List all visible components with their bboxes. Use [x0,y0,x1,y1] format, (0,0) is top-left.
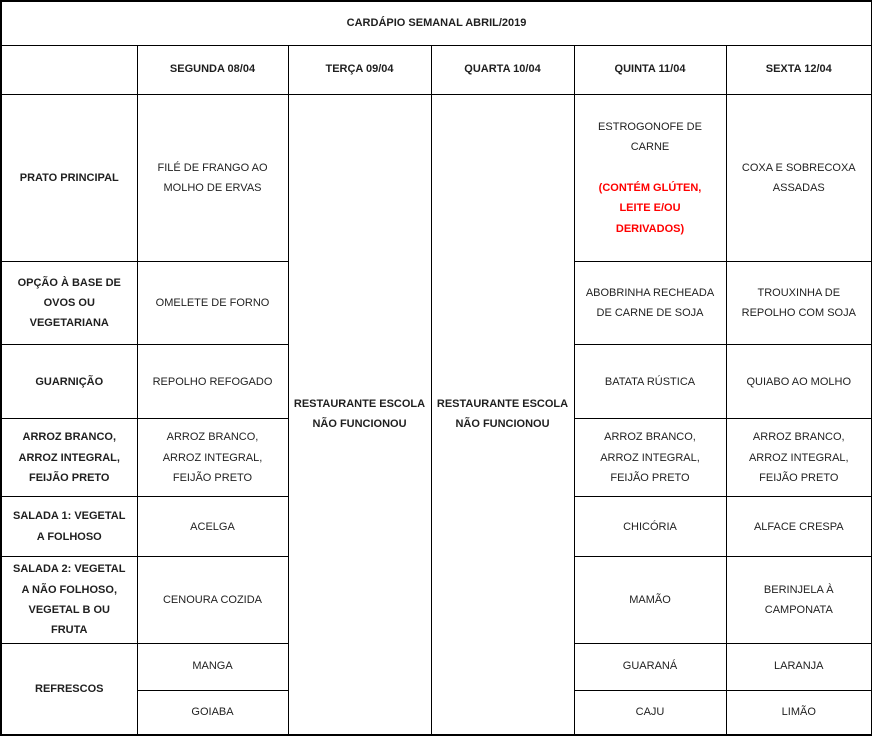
cell-segunda-opcao: OMELETE DE FORNO [137,262,288,345]
cell-sexta-guarnicao: QUIABO AO MOLHO [726,345,872,419]
title-row [1,1,872,45]
header-day-terca: TERÇA 09/04 [288,45,431,94]
closed-notice-terca: RESTAURANTE ESCOLA NÃO FUNCIONOU [288,94,431,735]
cell-segunda-salada1: ACELGA [137,497,288,557]
row-label-refrescos: REFRESCOS [1,643,137,735]
header-empty-cell [1,45,137,94]
row-label-prato-principal: PRATO PRINCIPAL [1,94,137,262]
header-day-sexta: SEXTA 12/04 [726,45,872,94]
row-label-arroz-feijao: ARROZ BRANCO, ARROZ INTEGRAL, FEIJÃO PRETO [1,419,137,497]
header-day-quinta: QUINTA 11/04 [574,45,726,94]
cell-quinta-salada1: CHICÓRIA [574,497,726,557]
cell-sexta-refresco-2: LIMÃO [726,690,872,735]
cell-segunda-refresco-2: GOIABA [137,690,288,735]
cell-quinta-salada2: MAMÃO [574,557,726,643]
header-row [1,45,872,94]
cell-sexta-salada2: BERINJELA À CAMPONATA [726,557,872,643]
cell-quinta-refresco-1: GUARANÁ [574,643,726,690]
cell-quinta-guarnicao: BATATA RÚSTICA [574,345,726,419]
cell-sexta-prato-principal: COXA E SOBRECOXA ASSADAS [726,94,872,262]
cell-sexta-salada1: ALFACE CRESPA [726,497,872,557]
cell-sexta-refresco-1: LARANJA [726,643,872,690]
dish-text: ESTROGONOFE DE CARNE [598,120,702,154]
allergen-warning: (CONTÉM GLÚTEN, LEITE E/OU DERIVADOS) [598,181,702,235]
row-label-salada-2: SALADA 2: VEGETAL A NÃO FOLHOSO, VEGETAL B OU FRUTA [1,557,137,643]
row-label-salada-1: SALADA 1: VEGETAL A FOLHOSO [1,497,137,557]
cell-segunda-salada2: CENOURA COZIDA [137,557,288,643]
cell-sexta-arroz: ARROZ BRANCO, ARROZ INTEGRAL, FEIJÃO PRETO [726,419,872,497]
cell-quinta-arroz: ARROZ BRANCO, ARROZ INTEGRAL, FEIJÃO PRETO [574,419,726,497]
row-label-opcao-ovos: OPÇÃO À BASE DE OVOS OU VEGETARIANA [1,262,137,345]
closed-notice-quarta: RESTAURANTE ESCOLA NÃO FUNCIONOU [431,94,574,735]
table-title: CARDÁPIO SEMANAL ABRIL/2019 [1,1,872,45]
cell-segunda-refresco-1: MANGA [137,643,288,690]
cell-quinta-opcao: ABOBRINHA RECHEADA DE CARNE DE SOJA [574,262,726,345]
cell-quinta-prato-principal [574,94,726,262]
cell-segunda-prato-principal: FILÉ DE FRANGO AO MOLHO DE ERVAS [137,94,288,262]
header-day-quarta: QUARTA 10/04 [431,45,574,94]
cell-sexta-opcao: TROUXINHA DE REPOLHO COM SOJA [726,262,872,345]
header-day-segunda: SEGUNDA 08/04 [137,45,288,94]
row-label-guarnicao: GUARNIÇÃO [1,345,137,419]
table-row [1,94,872,262]
cell-segunda-arroz: ARROZ BRANCO, ARROZ INTEGRAL, FEIJÃO PRETO [137,419,288,497]
cell-segunda-guarnicao: REPOLHO REFOGADO [137,345,288,419]
cell-quinta-refresco-2: CAJU [574,690,726,735]
